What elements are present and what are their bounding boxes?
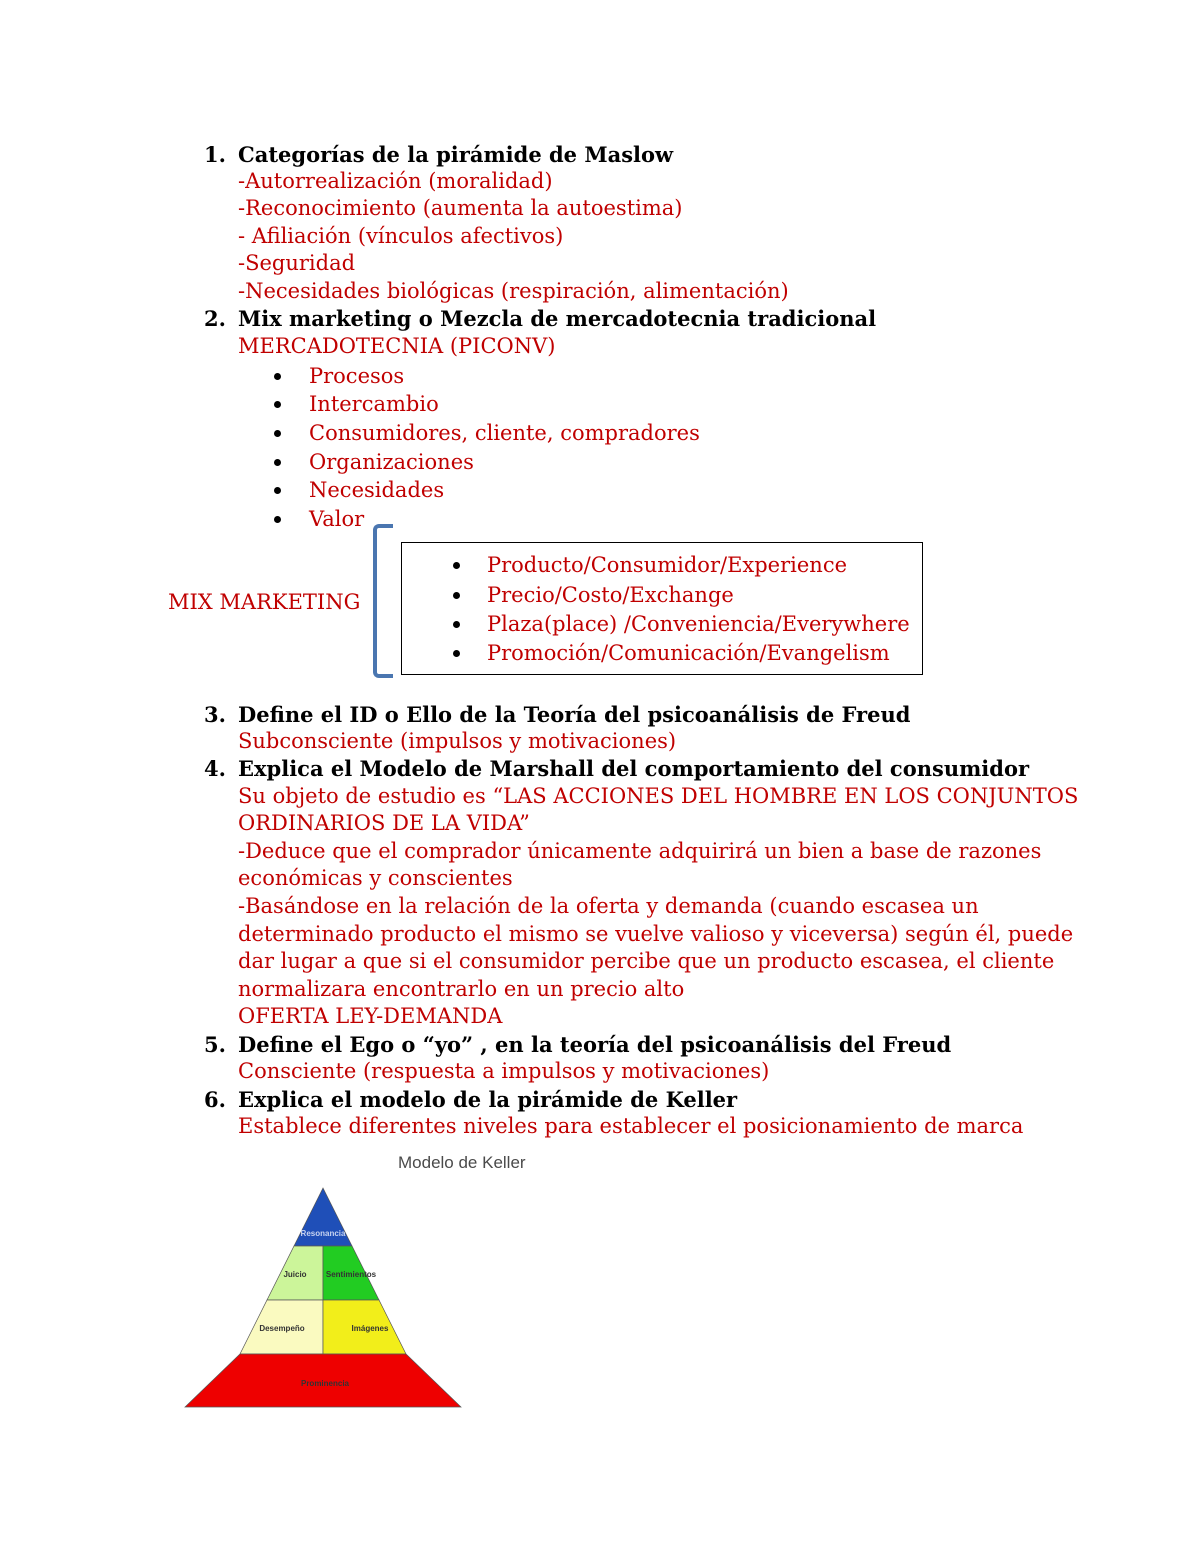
q2-number: 2. <box>204 306 226 331</box>
q4-answer-line-8: normalizara encontrarlo en un precio alto <box>238 977 685 1001</box>
bullet-dot <box>453 562 460 569</box>
mix-item-3: Plaza(place) /Conveniencia/Everywhere <box>487 612 910 636</box>
q4-answer-line-5: -Basándose en la relación de la oferta y demanda (cuando escasea un <box>238 894 979 918</box>
q3-answer: Subconsciente (impulsos y motivaciones) <box>238 729 677 753</box>
q2-bullet-6: Valor <box>309 507 365 531</box>
q2-subtitle: MERCADOTECNIA (PICONV) <box>238 334 556 358</box>
bullet-dot <box>274 459 281 466</box>
q2-bullet-4: Organizaciones <box>309 450 474 474</box>
q6-answer: Establece diferentes niveles para establecer el posicionamiento de marca <box>238 1114 1024 1138</box>
q2-bullet-1: Procesos <box>309 364 405 388</box>
q3-number: 3. <box>204 702 226 727</box>
bullet-dot <box>274 487 281 494</box>
q4-title: Explica el Modelo de Marshall del comportamiento del consumidor <box>238 756 1030 781</box>
q5-answer: Consciente (respuesta a impulsos y motivaciones) <box>238 1059 770 1083</box>
q1-answer-4: -Seguridad <box>238 251 356 275</box>
q1-answer-1: -Autorrealización (moralidad) <box>238 169 553 193</box>
bullet-dot <box>274 430 281 437</box>
q4-answer-line-9: OFERTA LEY-DEMANDA <box>238 1004 503 1028</box>
keller-label-sentimientos: Sentimientos <box>325 1270 377 1279</box>
q3-title: Define el ID o Ello de la Teoría del psicoanálisis de Freud <box>238 702 911 727</box>
bullet-dot <box>274 373 281 380</box>
bullet-dot <box>274 516 281 523</box>
q1-answer-3: - Afiliación (vínculos afectivos) <box>238 224 564 248</box>
q1-answer-2: -Reconocimiento (aumenta la autoestima) <box>238 196 683 220</box>
q4-answer-line-1: Su objeto de estudio es “LAS ACCIONES DEL HOMBRE EN LOS CONJUNTOS <box>238 784 1079 808</box>
q4-answer-line-6: determinado producto el mismo se vuelve valioso y viceversa) según él, puede <box>238 922 1074 946</box>
q2-bullet-3: Consumidores, cliente, compradores <box>309 421 700 445</box>
q1-title: Categorías de la pirámide de Maslow <box>238 142 674 167</box>
q4-answer-line-7: dar lugar a que si el consumidor percibe que un producto escasea, el cliente <box>238 949 1055 973</box>
q1-number: 1. <box>204 142 226 167</box>
bullet-dot <box>453 592 460 599</box>
q6-title: Explica el modelo de la pirámide de Keller <box>238 1087 738 1112</box>
mix-item-2: Precio/Costo/Exchange <box>487 583 734 607</box>
q4-answer-line-3: -Deduce que el comprador únicamente adquirirá un bien a base de razones <box>238 839 1042 863</box>
mix-item-4: Promoción/Comunicación/Evangelism <box>487 641 890 665</box>
bullet-dot <box>453 621 460 628</box>
q1-answer-5: -Necesidades biológicas (respiración, alimentación) <box>238 279 789 303</box>
q4-number: 4. <box>204 756 226 781</box>
q5-number: 5. <box>204 1032 226 1057</box>
q6-number: 6. <box>204 1087 226 1112</box>
keller-label-resonancia: Resonancia <box>300 1229 346 1238</box>
keller-figure-title: Modelo de Keller <box>398 1153 526 1172</box>
q4-answer-line-4: económicas y conscientes <box>238 866 513 890</box>
q4-answer-line-2: ORDINARIOS DE LA VIDA” <box>238 811 530 835</box>
mix-marketing-label: MIX MARKETING <box>168 590 361 614</box>
keller-label-juicio: Juicio <box>283 1270 307 1279</box>
q2-title: Mix marketing o Mezcla de mercadotecnia tradicional <box>238 306 877 331</box>
keller-label-desempeno: Desempeño <box>259 1324 305 1333</box>
bullet-dot <box>274 401 281 408</box>
q5-title: Define el Ego o “yo” , en la teoría del psicoanálisis del Freud <box>238 1032 952 1057</box>
keller-pyramid <box>178 1180 478 1420</box>
keller-label-prominencia: Prominencia <box>300 1379 350 1388</box>
q2-bullet-2: Intercambio <box>309 392 439 416</box>
mix-bracket <box>373 524 393 678</box>
mix-item-1: Producto/Consumidor/Experience <box>487 553 848 577</box>
keller-label-imagenes: Imágenes <box>351 1324 389 1333</box>
q2-bullet-5: Necesidades <box>309 478 445 502</box>
bullet-dot <box>453 650 460 657</box>
